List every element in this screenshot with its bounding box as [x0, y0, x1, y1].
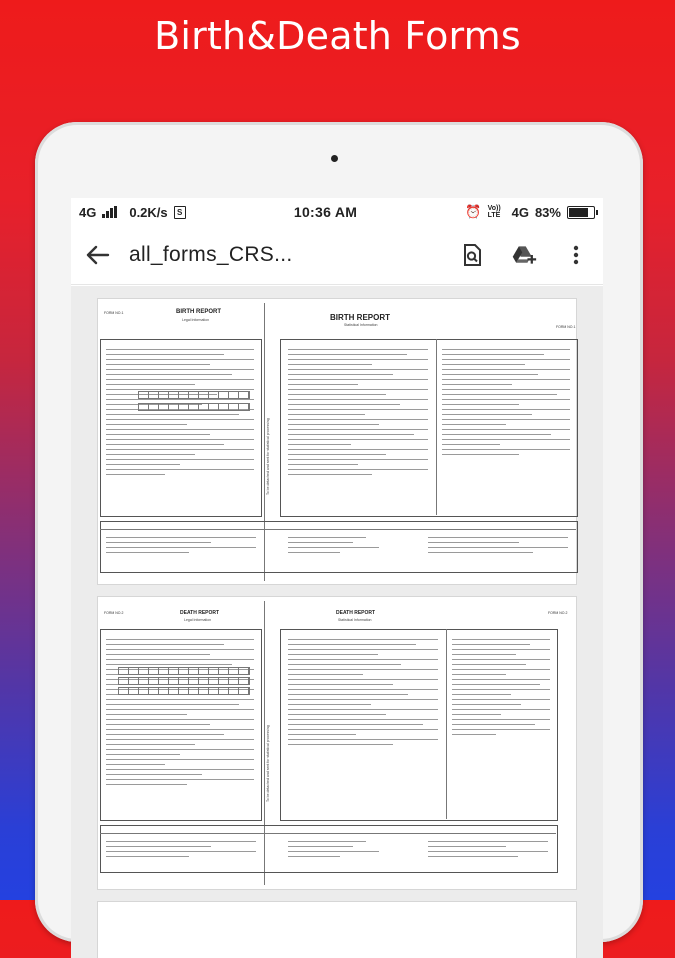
- date-boxes: [118, 687, 250, 695]
- footer-rows-right: [428, 537, 568, 557]
- footer-rows-left: [106, 537, 256, 557]
- signal-icon: [102, 206, 117, 218]
- network-type-right: 4G: [511, 204, 529, 220]
- column-divider: [446, 629, 447, 819]
- footer-rows-right: [428, 841, 548, 861]
- legal-field-rows: [106, 639, 254, 789]
- legal-information-label: Legal Information: [182, 318, 210, 322]
- birth-report-title-left: BIRTH REPORT: [176, 309, 221, 315]
- legal-information-label: Legal Information: [184, 618, 212, 622]
- pdf-page-death-report: [97, 596, 577, 890]
- network-type: 4G: [79, 204, 97, 220]
- sim-icon: S: [174, 206, 186, 219]
- tablet-frame: [35, 122, 643, 942]
- date-boxes: [138, 403, 250, 411]
- device-screen: [71, 198, 603, 958]
- alarm-icon: ⏰: [465, 204, 482, 219]
- statistical-field-rows-right: [442, 349, 570, 459]
- back-arrow-icon[interactable]: [85, 242, 111, 268]
- statistical-information-label: Statistical Information: [344, 323, 378, 327]
- app-bar: [71, 226, 603, 285]
- statistical-field-rows-right: [452, 639, 550, 739]
- more-vert-icon[interactable]: [563, 242, 589, 268]
- form-number-left: FORM NO.1: [104, 311, 124, 315]
- search-document-icon[interactable]: [459, 242, 485, 268]
- form-number-left: FORM NO.2: [104, 611, 124, 615]
- pdf-page-next: [97, 901, 577, 958]
- pdf-page-birth-report: [97, 298, 577, 585]
- form-number-right: FORM NO.1: [556, 325, 576, 329]
- column-divider: [436, 339, 437, 515]
- death-report-title-left: DEATH REPORT: [180, 610, 220, 616]
- drive-add-icon[interactable]: [511, 242, 537, 268]
- legal-field-rows: [106, 349, 254, 479]
- date-boxes: [138, 391, 250, 399]
- birth-report-title-right: BIRTH REPORT: [330, 313, 390, 322]
- promo-banner-title: Birth&Death Forms: [154, 14, 521, 58]
- status-bar: [71, 198, 603, 226]
- document-title: all_forms_CRS...: [129, 243, 293, 266]
- footer-rows-left: [106, 841, 256, 861]
- death-report-title-right: DEATH REPORT: [336, 610, 376, 616]
- clock: 10:36 AM: [293, 204, 358, 220]
- pdf-viewer[interactable]: [71, 286, 603, 958]
- footer-rows-mid: [288, 537, 418, 557]
- form-number-right: FORM NO.2: [548, 611, 568, 615]
- front-camera: [331, 155, 338, 162]
- statistical-field-rows-left: [288, 349, 428, 479]
- volte-label: Vo)) LTE: [487, 205, 501, 219]
- battery-percent: 83%: [534, 204, 561, 220]
- footer-header-line: [100, 833, 556, 834]
- battery-icon: [567, 206, 595, 219]
- date-boxes: [118, 667, 250, 675]
- network-speed: 0.2K/s: [129, 204, 168, 220]
- vertical-detach-label: To be detached and sent for statistical processing: [266, 418, 270, 495]
- footer-rows-mid: [288, 841, 418, 861]
- footer-header-line: [100, 529, 576, 530]
- date-boxes: [118, 677, 250, 685]
- statistical-field-rows-left: [288, 639, 438, 749]
- vertical-detach-label: To be detached and sent for statistical processing: [266, 725, 270, 802]
- statistical-information-label: Statistical Information: [338, 618, 372, 622]
